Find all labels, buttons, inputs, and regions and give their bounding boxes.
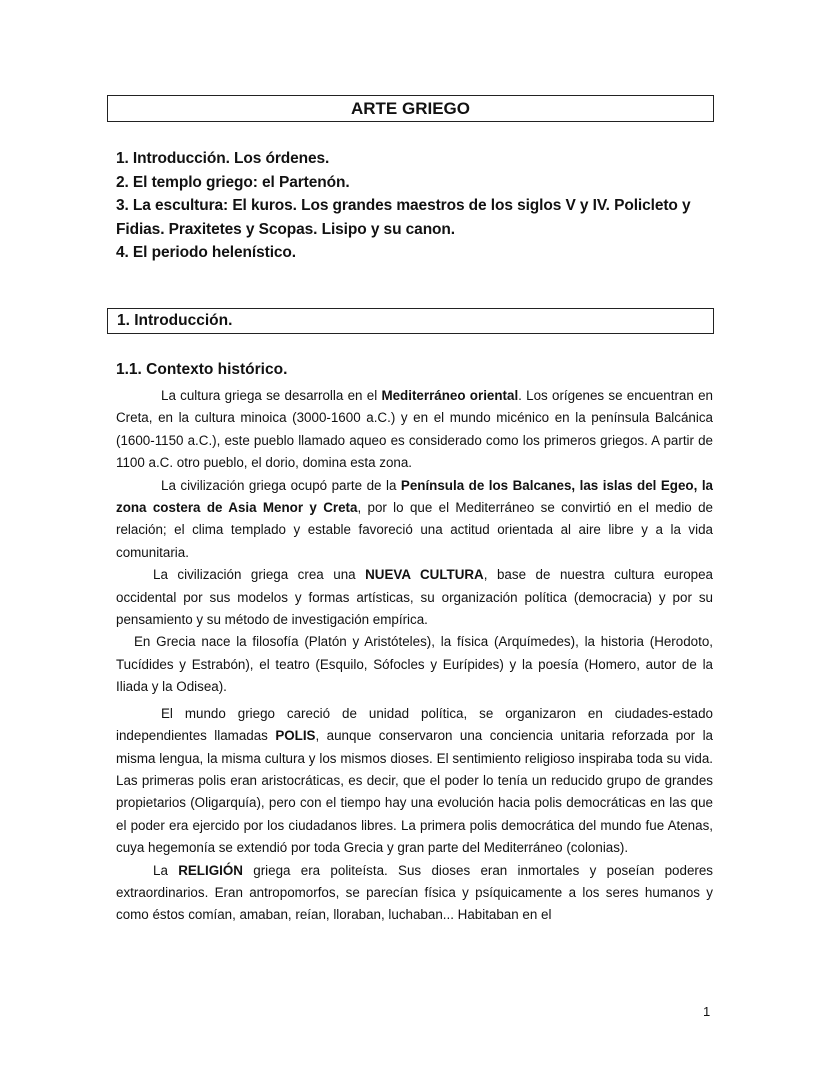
paragraph-1: La cultura griega se desarrolla en el Mediterráneo oriental. Los orígenes se encuentran en Creta, en la cultura minoica (3000-1600 a.C.) y en el mundo micénico en la península Balcánica (1600-1150 a.C.), este pueblo llamado aqueo es considerado como los primeros griegos. A partir de 1100 a.C. otro pueblo, el dorio, domina esta zona. <box>116 388 713 471</box>
paragraph-5: El mundo griego careció de unidad política, se organizaron en ciudades-estado independientes llamadas POLIS, aunque conservaron una conciencia unitaria reforzada por la misma lengua, la misma cultura y los mismos dioses. El sentimiento religioso inspiraba toda su vida. Las primeras polis eran aristocráticas, es decir, que el poder lo tenía un reducido grupo de grandes propietarios (Oligarquía), pero con el tiempo hay una evolución hacia polis democráticas en las que el poder era ejercido por los ciudadanos libres. La primera polis democrática del mundo fue Atenas, cuya hegemonía se extendió por toda Grecia y gran parte del Mediterráneo (colonias). <box>116 705 713 856</box>
table-of-contents <box>116 147 716 265</box>
toc-item-4: 4. El periodo helenístico. <box>116 244 296 262</box>
toc-item-1: 1. Introducción. Los órdenes. <box>116 150 330 167</box>
section-heading: 1. Introducción. <box>107 308 714 334</box>
paragraph-4: En Grecia nace la filosofía (Platón y Aristóteles), la física (Arquímedes), la historia (Herodoto, Tucídides y Estrabón), el teatro (Esquilo, Sófocles y Eurípides) y la poesía (Homero, autor de la Iliada y la Odisea). <box>116 634 713 695</box>
paragraph-6: La RELIGIÓN griega era politeísta. Sus dioses eran inmortales y poseían poderes extraordinarios. Eran antropomorfos, se parecían física y psíquicamente a los seres humanos y como éstos comían, amaban, reían, lloraban, luchaban... Habitaban en el <box>116 862 713 923</box>
document-title: ARTE GRIEGO <box>107 95 714 122</box>
subsection-heading: 1.1. Contexto histórico. <box>116 361 288 378</box>
toc-item-2: 2. El templo griego: el Partenón. <box>116 173 350 191</box>
paragraph-2: La civilización griega ocupó parte de la Península de los Balcanes, las islas del Egeo, la zona costera de Asia Menor y Creta, por lo que el Mediterráneo se convirtió en el medio de relación; el clima templado y estable favoreció una actitud orientada al aire libre y a la vida comunitaria. <box>116 477 713 560</box>
toc-item-3: 3. La escultura: El kuros. Los grandes maestros de los siglos V y IV. Policleto y Fidias. Praxitetes y Scopas. Lisipo y su canon. <box>116 197 691 238</box>
page-number: 1 <box>703 1004 711 1019</box>
paragraph-3: La civilización griega crea una NUEVA CULTURA, base de nuestra cultura europea occidental por sus modelos y formas artísticas, su organización política (democracia) y por su pensamiento y su método de investigación empírica. <box>116 567 713 628</box>
body-text <box>116 385 713 927</box>
